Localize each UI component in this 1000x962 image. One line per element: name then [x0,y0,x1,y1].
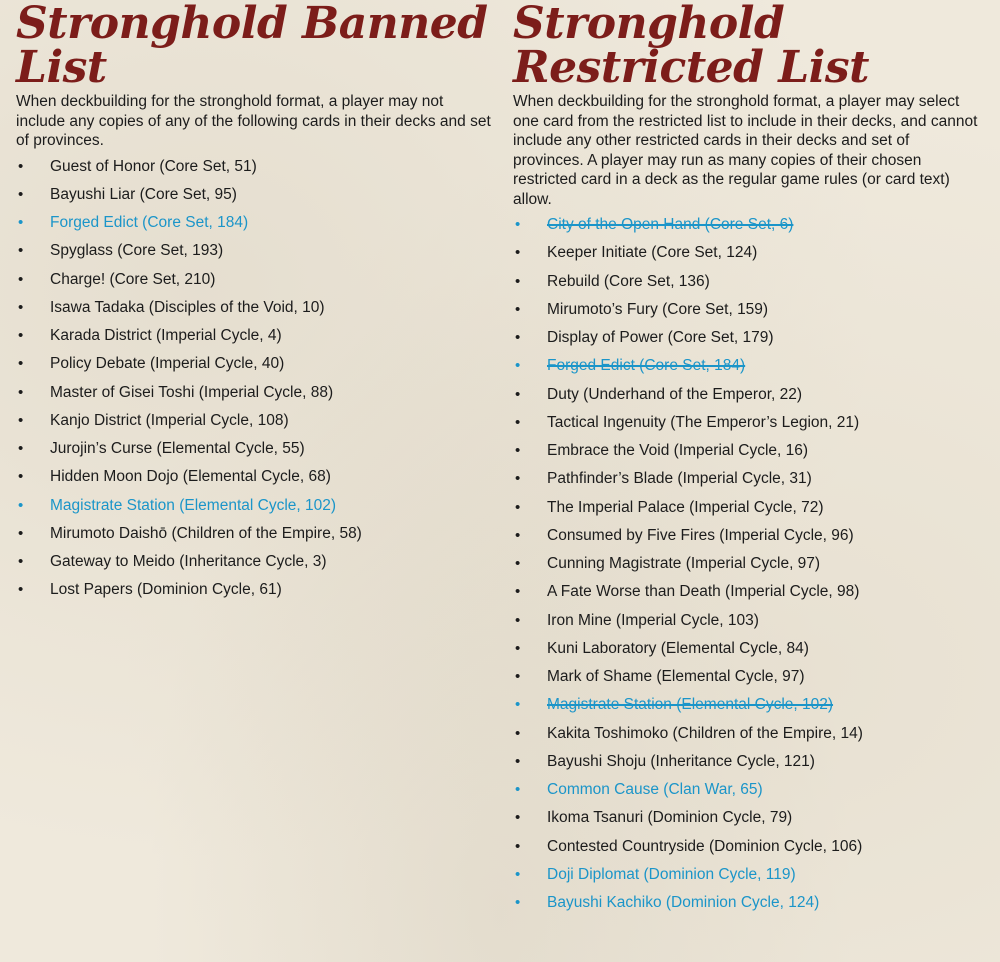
restricted-card-item [513,833,983,861]
banned-card-item [16,435,494,463]
restricted-list-section [513,0,983,917]
banned-card-item [16,350,494,378]
restricted-card-item [513,239,983,267]
banned-list-title: Stronghold Banned List [16,0,488,93]
restricted-card-item [513,691,983,719]
restricted-card-item [513,635,983,663]
card-name: Kuni Laboratory (Elemental Cycle, 84) [547,639,809,657]
restricted-card-item [513,324,983,352]
card-name: Bayushi Kachiko (Dominion Cycle, 124) [547,894,820,911]
restricted-card-item [513,804,983,832]
bullet-icon: • [515,357,521,375]
restricted-card-item [513,720,983,748]
bullet-icon: • [18,242,24,260]
bullet-icon: • [18,355,24,373]
card-name: Lost Papers (Dominion Cycle, 61) [50,581,282,599]
card-name: Tactical Ingenuity (The Emperor’s Legion, 21) [547,413,860,431]
card-name: Gateway to Meido (Inheritance Cycle, 3) [50,553,327,570]
card-name: Common Cause (Clan War, 65) [547,781,763,798]
bullet-icon: • [515,583,521,601]
banned-list-section [16,0,494,605]
bullet-icon: • [18,440,24,457]
card-name: Keeper Initiate (Core Set, 124) [547,244,758,262]
restricted-card-item [513,748,983,776]
restricted-card-item [513,607,983,635]
card-name: Consumed by Five Fires (Imperial Cycle, 96) [547,526,854,544]
bullet-icon: • [18,581,24,599]
restricted-card-item [513,889,983,917]
bullet-icon: • [515,272,521,290]
banned-card-item [16,209,494,237]
card-name: Spyglass (Core Set, 193) [50,242,224,260]
restricted-card-item [513,550,983,578]
bullet-icon: • [515,668,521,685]
restricted-card-item [513,437,983,465]
bullet-icon: • [515,385,521,403]
card-name: Doji Diplomat (Dominion Cycle, 119) [547,865,796,883]
card-name: Kakita Toshimoko (Children of the Empire, 14) [547,724,863,742]
bullet-icon: • [515,696,521,714]
card-name: Pathfinder’s Blade (Imperial Cycle, 31) [547,470,812,488]
card-name: Mark of Shame (Elemental Cycle, 97) [547,668,805,685]
banned-card-item [16,520,494,548]
card-name: Magistrate Station (Elemental Cycle, 102) [50,496,337,514]
restricted-card-item [513,211,983,239]
card-name: Mirumoto Daishō (Children of the Empire, 58) [50,524,362,542]
banned-card-item [16,548,494,576]
card-name: Charge! (Core Set, 210) [50,270,216,288]
card-name: Display of Power (Core Set, 179) [547,329,774,346]
restricted-card-item [513,409,983,437]
bullet-icon: • [515,470,521,488]
bullet-icon: • [18,157,24,175]
bullet-icon: • [515,442,521,459]
banned-card-item [16,153,494,181]
bullet-icon: • [515,639,521,657]
bullet-icon: • [18,185,24,203]
banned-card-item [16,407,494,435]
bullet-icon: • [515,555,521,572]
bullet-icon: • [515,413,521,431]
restricted-card-list [513,211,983,917]
card-name: Iron Mine (Imperial Cycle, 103) [547,611,759,629]
bullet-icon: • [18,270,24,288]
bullet-icon: • [18,553,24,570]
card-name: Forged Edict (Core Set, 184) [547,357,746,375]
banned-card-item [16,294,494,322]
card-name: Kanjo District (Imperial Cycle, 108) [50,411,289,429]
bullet-icon: • [18,411,24,429]
bullet-icon: • [515,526,521,544]
bullet-icon: • [18,214,24,231]
card-name: Bayushi Liar (Core Set, 95) [50,185,237,203]
card-name: Bayushi Shoju (Inheritance Cycle, 121) [547,752,815,770]
bullet-icon: • [515,809,521,827]
restricted-list-intro: When deckbuilding for the stronghold format, a player may select one card from the restricted list to include in their decks, and cannot include any other restricted cards in their decks and set of provinces. A player may run as many copies of their chosen restricted card in a deck as the regular game rules (or card text) allow. [513,93,978,208]
bullet-icon: • [515,781,521,798]
bullet-icon: • [515,300,521,318]
bullet-icon: • [515,894,521,911]
restricted-card-item [513,861,983,889]
card-name: Mirumoto’s Fury (Core Set, 159) [547,300,769,318]
card-name: Magistrate Station (Elemental Cycle, 102) [547,696,834,714]
banned-card-item [16,379,494,407]
banned-list-intro: When deckbuilding for the stronghold format, a player may not include any copies of any of the following cards in their decks and set of provinces. [16,93,491,149]
bullet-icon: • [515,498,521,516]
card-name: Ikoma Tsanuri (Dominion Cycle, 79) [547,809,793,827]
restricted-card-item [513,352,983,380]
banned-card-list [16,153,494,605]
banned-card-item [16,492,494,520]
card-name: Contested Countryside (Dominion Cycle, 106) [547,837,863,855]
bullet-icon: • [515,724,521,742]
bullet-icon: • [18,468,24,486]
card-name: Karada District (Imperial Cycle, 4) [50,327,282,344]
card-name: Forged Edict (Core Set, 184) [50,214,249,231]
bullet-icon: • [18,327,24,344]
card-name: Rebuild (Core Set, 136) [547,272,710,290]
card-name: Isawa Tadaka (Disciples of the Void, 10) [50,298,325,316]
restricted-card-item [513,578,983,606]
card-name: Duty (Underhand of the Emperor, 22) [547,385,803,403]
card-name: The Imperial Palace (Imperial Cycle, 72) [547,498,824,516]
bullet-icon: • [18,524,24,542]
banned-card-item [16,576,494,604]
restricted-card-item [513,663,983,691]
restricted-card-item [513,494,983,522]
bullet-icon: • [18,383,24,401]
bullet-icon: • [515,865,521,883]
restricted-card-item [513,522,983,550]
bullet-icon: • [515,611,521,629]
restricted-card-item [513,381,983,409]
bullet-icon: • [515,244,521,262]
card-name: Master of Gisei Toshi (Imperial Cycle, 88) [50,383,334,401]
card-name: Hidden Moon Dojo (Elemental Cycle, 68) [50,468,331,486]
bullet-icon: • [18,298,24,316]
card-name: Embrace the Void (Imperial Cycle, 16) [547,442,809,459]
banned-card-item [16,322,494,350]
card-name: Jurojin’s Curse (Elemental Cycle, 55) [50,440,305,457]
banned-card-item [16,463,494,491]
card-name: City of the Open Hand (Core Set, 6) [547,216,794,233]
restricted-card-item [513,268,983,296]
bullet-icon: • [515,837,521,855]
banned-card-item [16,266,494,294]
bullet-icon: • [515,216,521,233]
banned-card-item [16,181,494,209]
bullet-icon: • [515,329,521,346]
card-name: A Fate Worse than Death (Imperial Cycle, 98) [547,583,860,601]
banned-card-item [16,237,494,265]
bullet-icon: • [515,752,521,770]
restricted-card-item [513,465,983,493]
restricted-card-item [513,296,983,324]
restricted-list-title: Stronghold Restricted List [513,0,869,93]
bullet-icon: • [18,496,24,514]
restricted-card-item [513,776,983,804]
card-name: Guest of Honor (Core Set, 51) [50,157,257,175]
card-name: Cunning Magistrate (Imperial Cycle, 97) [547,555,821,572]
card-name: Policy Debate (Imperial Cycle, 40) [50,355,285,373]
